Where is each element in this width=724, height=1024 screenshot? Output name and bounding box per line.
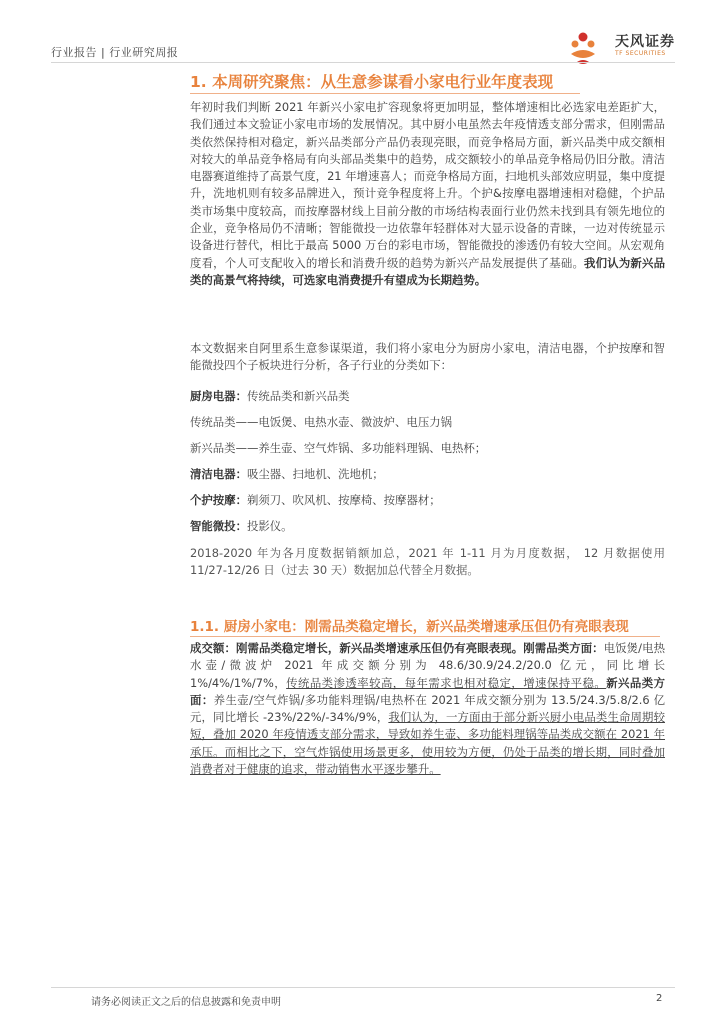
footer-disclaimer: 请务必阅读正文之后的信息披露和免责申明 <box>91 997 281 1008</box>
category-cleaning-label: 清洁电器： <box>190 467 247 481</box>
analysis-emerging-conclusion: 我们认为，一方面由于部分新兴厨小电品类生命周期较短，叠加 2020 年疫情透支部分需求，导致如养生壶、多功能料理锅等品类成交额在 2021 年承压。而相比之下，空气炸锅使用场景更多，使用较为方便，仍处于品类的增长期，同时叠加消费者对于健康的追求，带动销售水平逐步攀升。 <box>190 710 665 777</box>
kitchen-analysis-paragraph <box>190 640 665 778</box>
category-projector-text: 投影仪。 <box>246 519 293 533</box>
logo-text: 天风证券 <box>615 34 675 50</box>
section-title-rule <box>190 93 580 94</box>
category-kitchen-label: 厨房电器： <box>190 389 247 403</box>
summary-conclusion: 我们认为新兴品类的高景气将持续，可选家电消费提升有望成为长期趋势。 <box>190 255 665 287</box>
category-projector-label: 智能微投： <box>190 519 247 533</box>
category-traditional: 传统品类——电饭煲、电热水壶、微波炉、电压力锅 <box>190 415 452 429</box>
category-projector <box>190 518 293 534</box>
category-kitchen <box>190 388 350 404</box>
logo-subtext: TF SECURITIES <box>615 50 666 57</box>
category-personal-care-text: 剃须刀、吹风机、按摩椅、按摩器材； <box>246 493 441 507</box>
category-kitchen-text: 传统品类和新兴品类 <box>246 389 350 403</box>
header-divider <box>51 62 675 63</box>
page-number: 2 <box>656 993 663 1004</box>
data-source-paragraph: 本文数据来自阿里系生意参谋渠道，我们将小家电分为厨房小家电，清洁电器，个护按摩和智能微投四个子板块进行分析，各子行业的分类如下： <box>190 341 665 373</box>
report-breadcrumb: 行业报告 | 行业研究周报 <box>51 46 179 59</box>
subsection-title: 1.1. 厨房小家电：刚需品类稳定增长，新兴品类增速承压但仍有亮眼表现 <box>190 619 629 635</box>
analysis-lead-label: 成交额： <box>190 641 236 655</box>
subsection-title-rule <box>190 636 660 637</box>
footer-divider <box>51 987 675 988</box>
analysis-lead-bold: 刚需品类稳定增长，新兴品类增速承压但仍有亮眼表现。刚需品类方面： <box>235 641 604 655</box>
data-note-paragraph: 2018-2020 年为各月度数据销额加总，2021 年 1-11 月为月度数据， 12 月数据使用 11/27-12/26 日（过去 30 天）数据加总代替全月数据。 <box>190 546 665 578</box>
category-cleaning-text: 吸尘器、扫地机、洗地机； <box>246 467 384 481</box>
analysis-traditional-text: 电饭煲/电热水壶/微波炉 2021 年成交额分别为 48.6/30.9/24.2/20.0 亿元，同比增长 1%/4%/1%/7%， <box>190 641 665 690</box>
summary-paragraph <box>190 99 665 289</box>
category-personal-care <box>190 492 441 508</box>
category-cleaning <box>190 466 384 482</box>
analysis-traditional-conclusion: 传统品类渗透率较高，每年需求也相对稳定，增速保持平稳。 <box>286 675 607 690</box>
category-emerging: 新兴品类——养生壶、空气炸锅、多功能料理锅、电热杯； <box>190 441 487 455</box>
analysis-emerging-label: 新兴品类方面： <box>190 675 665 707</box>
category-personal-care-label: 个护按摩： <box>190 493 247 507</box>
logo-mark-icon <box>571 33 595 65</box>
summary-text: 年初时我们判断 2021 年新兴小家电扩容现象将更加明显，整体增速相比必选家电差距扩大，我们通过本文验证小家电市场的发展情况。其中厨小电虽然去年疫情透支部分需求，但刚需品类依然保持相对稳定，新兴品类部分产品仍表现亮眼，而竞争格局方面，新兴品类中成交额相对较大的单品竞争格局有向头部品类集中的趋势，成交额较小的单品竞争格局仍旧分散。清洁电器赛道维持了高景气度，21 年增速喜人；而竞争格局方面，扫地机头部效应明显，集中度提升，洗地机则有较多品牌进入，预计竞争程度将上升。个护&按摩电器增速相对稳健，个护品类市场集中度较高，而按摩器材线上目前分散的市场结构表面行业仍然未找到具有领先地位的企业，竞争格局仍不清晰；智能微投一边依靠年轻群体对大显示设备的青睐，一边对传统显示设备进行替代，相比于最高 5000 万台的彩电市场，智能微投的渗透仍有较大空间。从宏观角度看，个人可支配收入的增长和消费升级的趋势为新兴产品发展提供了基础。 <box>190 100 665 270</box>
section-title: 1. 本周研究聚焦：从生意参谋看小家电行业年度表现 <box>190 73 554 91</box>
analysis-emerging-text: 养生壶/空气炸锅/多功能料理锅/电热杯在 2021 年成交额分别为 13.5/24.3/5.8/2.6 亿元，同比增长 -23%/22%/-34%/9%， <box>190 692 665 725</box>
